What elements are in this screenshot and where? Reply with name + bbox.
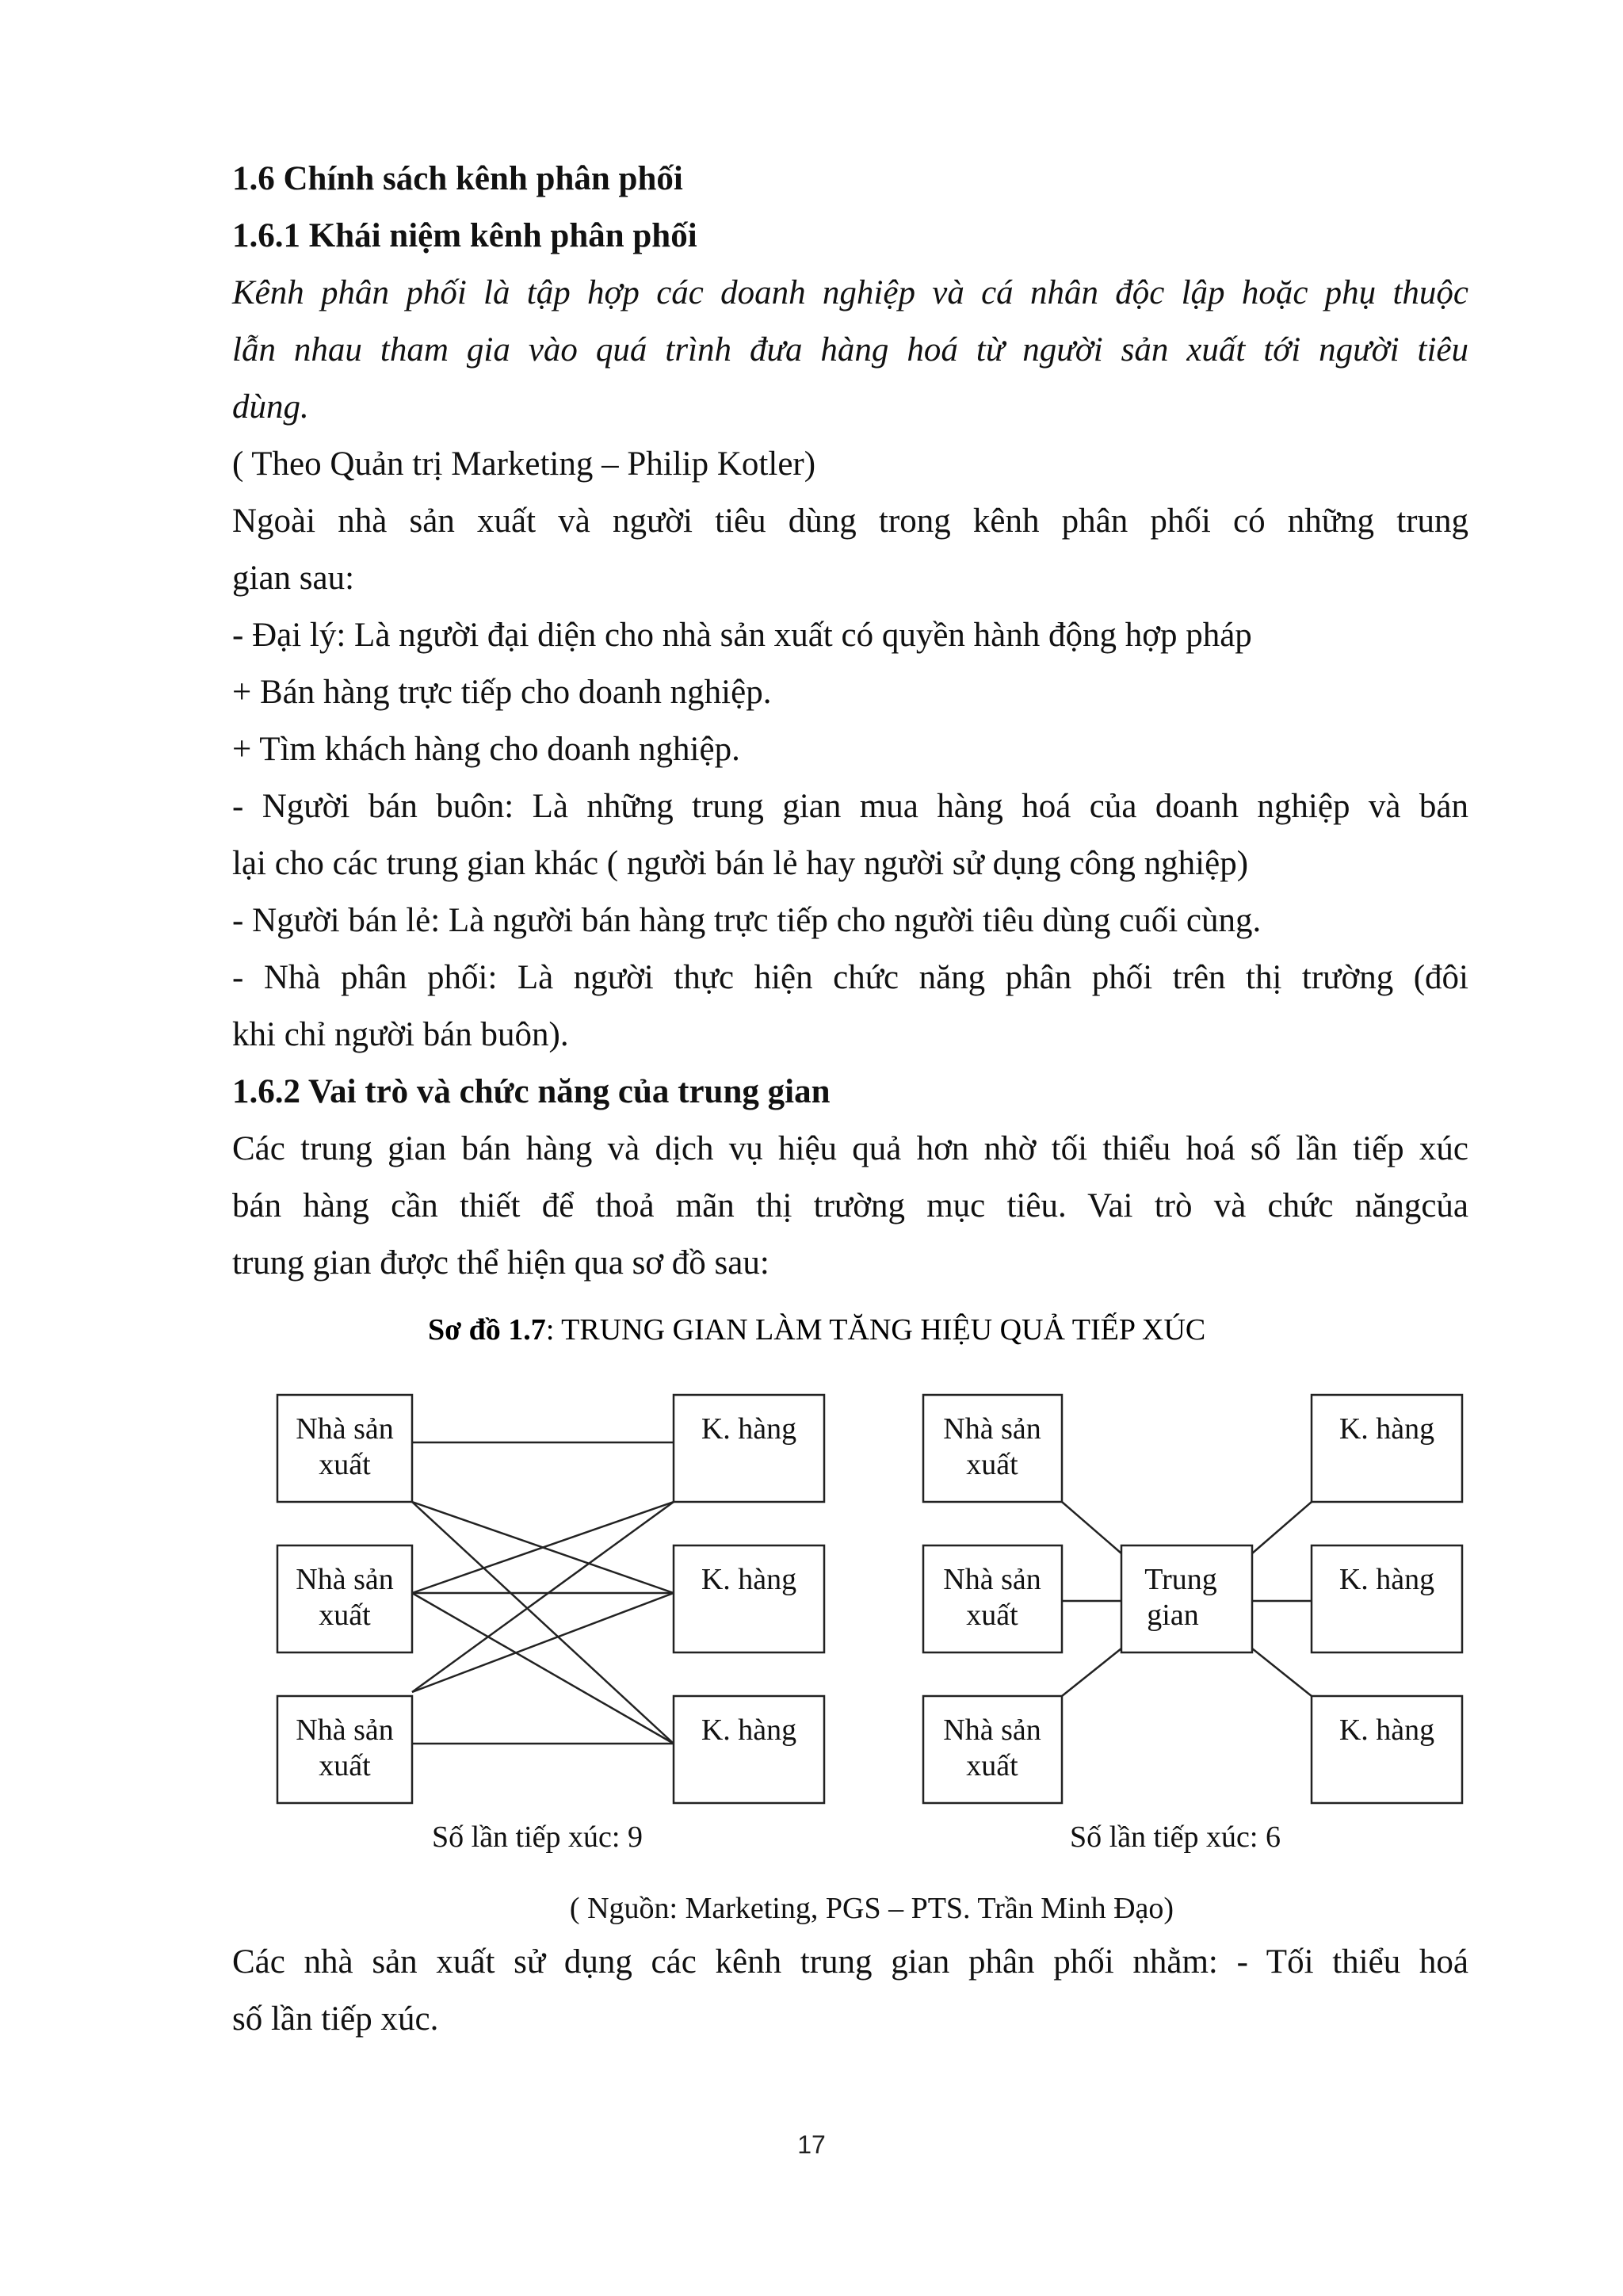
definition-line: lẫn nhau tham gia vào quá trình đưa hàng hoá từ người sản xuất tới người tiêu (232, 331, 1468, 369)
closing-paragraph (232, 1934, 1468, 2048)
right-contact-count: Số lần tiếp xúc: 6 (1070, 1820, 1281, 1854)
producer-label: Nhà sản (296, 1563, 394, 1596)
list-item: + Bán hàng trực tiếp cho doanh nghiệp. (232, 674, 772, 711)
diagram-title (428, 1312, 1205, 1347)
producer-label: xuất (966, 1749, 1018, 1782)
left-contact-count: Số lần tiếp xúc: 9 (432, 1820, 643, 1854)
producer-label: Nhà sản (943, 1713, 1041, 1747)
closing-line: Các nhà sản xuất sử dụng các kênh trung gian phân phối nhằm: - Tối thiểu hoá (232, 1943, 1468, 1981)
contact-line (1252, 1648, 1312, 1696)
diagram-title-text: : TRUNG GIAN LÀM TĂNG HIỆU QUẢ TIẾP XÚC (545, 1313, 1206, 1347)
producer-label: xuất (319, 1749, 371, 1782)
customer-label: K. hàng (1338, 1563, 1435, 1596)
contact-line (412, 1593, 674, 1744)
list-item: + Tìm khách hàng cho doanh nghiệp. (232, 731, 740, 768)
closing-line: số lần tiếp xúc. (232, 2000, 439, 2038)
list-item: - Đại lý: Là người đại diện cho nhà sản xuất có quyền hành động hợp pháp (232, 617, 1252, 654)
section-title: 1.6 Chính sách kênh phân phối (232, 160, 683, 197)
list-item: lại cho các trung gian khác ( người bán lẻ hay người sử dụng công nghiệp) (232, 845, 1249, 882)
producer-label: Nhà sản (296, 1713, 394, 1747)
definition-line: Kênh phân phối là tập hợp các doanh nghiệp và cá nhân độc lập hoặc phụ thuộc (232, 274, 1468, 311)
intro-line: Ngoài nhà sản xuất và người tiêu dùng trong kênh phân phối có những trung (232, 502, 1468, 540)
customer-box (1312, 1545, 1462, 1652)
contact-line (412, 1502, 674, 1692)
customer-box (674, 1696, 824, 1803)
list-item: - Nhà phân phối: Là người thực hiện chức năng phân phối trên thị trường (đôi (232, 959, 1468, 996)
contact-line (1252, 1502, 1312, 1553)
list-item: - Người bán buôn: Là những trung gian mua hàng hoá của doanh nghiệp và bán (232, 788, 1468, 825)
list-item: - Người bán lẻ: Là người bán hàng trực tiếp cho người tiêu dùng cuối cùng. (232, 902, 1262, 939)
page-body (232, 151, 1468, 1292)
contact-line (1062, 1502, 1121, 1553)
contact-line (412, 1593, 674, 1692)
producer-label: Nhà sản (943, 1563, 1041, 1596)
role-line: bán hàng cần thiết để thoả mãn thị trường mục tiêu. Vai trò và chức năngcủa (232, 1187, 1468, 1224)
producer-label: xuất (966, 1599, 1018, 1632)
customer-box (1312, 1395, 1462, 1502)
customer-box (674, 1545, 824, 1652)
producer-label: xuất (319, 1599, 371, 1632)
contact-line (412, 1502, 674, 1744)
list-item: khi chỉ người bán buôn). (232, 1016, 569, 1053)
page-number: 17 (797, 2130, 826, 2159)
customer-label: K. hàng (1338, 1412, 1435, 1446)
customer-box (674, 1395, 824, 1502)
middleman-label: gian (1147, 1599, 1199, 1632)
subsection-title-1: 1.6.1 Khái niệm kênh phân phối (232, 217, 697, 254)
customer-label: K. hàng (701, 1563, 797, 1596)
customer-label: K. hàng (701, 1713, 797, 1747)
producer-label: Nhà sản (943, 1412, 1041, 1446)
contact-diagram (269, 1308, 1474, 1942)
role-line: trung gian được thể hiện qua sơ đồ sau: (232, 1244, 769, 1282)
customer-label: K. hàng (1338, 1713, 1435, 1747)
diagram-title-number: Sơ đồ 1.7 (428, 1313, 546, 1347)
customer-box (1312, 1696, 1462, 1803)
definition-line: dùng. (232, 388, 309, 426)
subsection-title-2: 1.6.2 Vai trò và chức năng của trung gian (232, 1073, 831, 1110)
contact-line (1062, 1648, 1121, 1696)
role-line: Các trung gian bán hàng và dịch vụ hiệu quả hơn nhờ tối thiểu hoá số lần tiếp xúc (232, 1130, 1468, 1167)
middleman-label: Trung (1144, 1563, 1217, 1596)
producer-label: xuất (966, 1448, 1018, 1481)
intro-line: gian sau: (232, 560, 355, 597)
diagram-source: ( Nguồn: Marketing, PGS – PTS. Trần Minh Đạo) (569, 1892, 1174, 1925)
diagram-svg (269, 1308, 1474, 1942)
citation: ( Theo Quản trị Marketing – Philip Kotler) (232, 445, 816, 483)
producer-label: Nhà sản (296, 1412, 394, 1446)
customer-label: K. hàng (701, 1412, 797, 1446)
producer-label: xuất (319, 1448, 371, 1481)
